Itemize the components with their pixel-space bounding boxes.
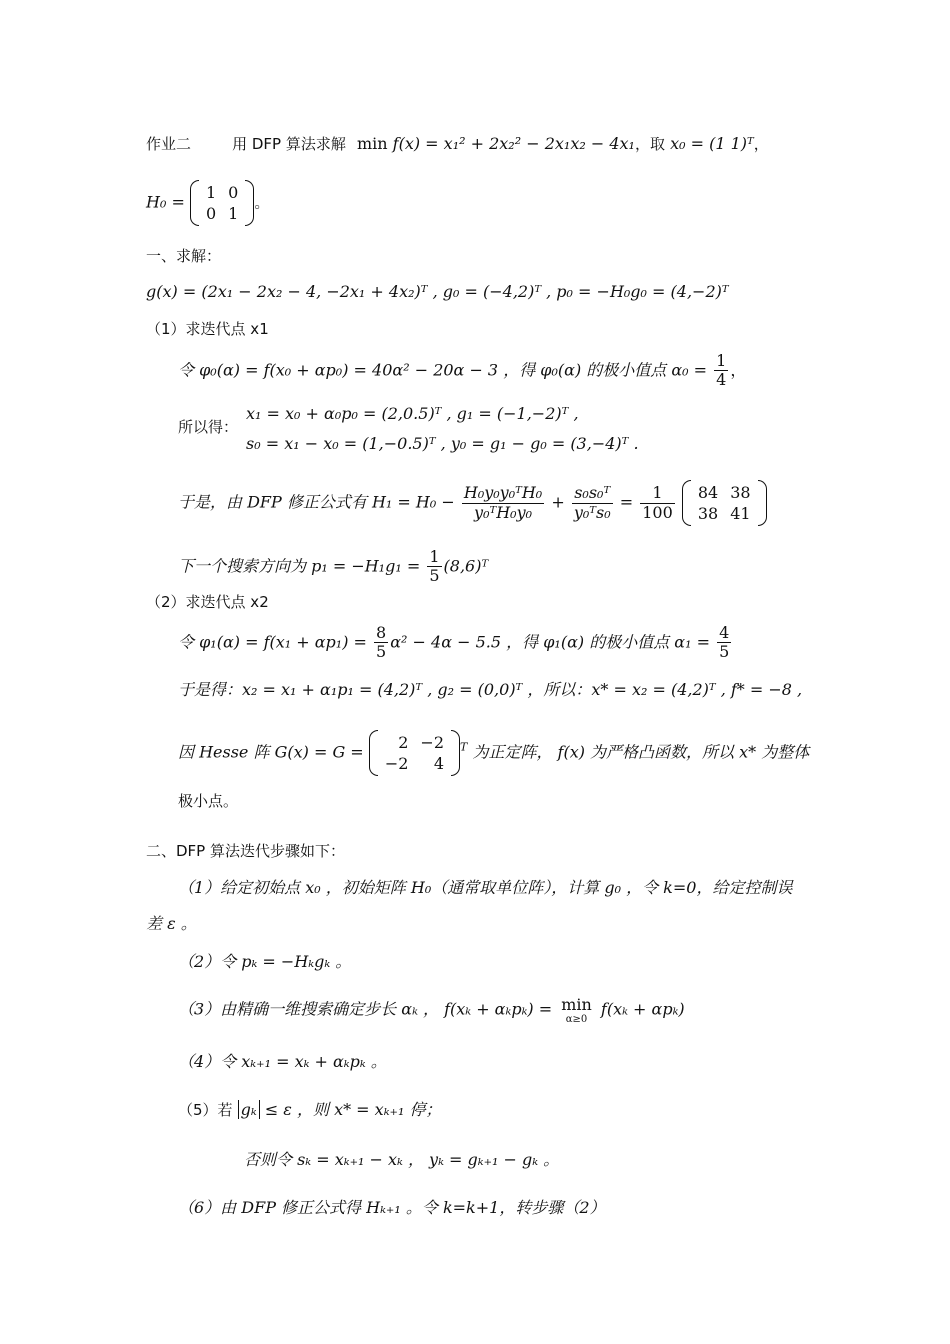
section-2-heading: 二、DFP 算法迭代步骤如下： xyxy=(146,842,345,860)
hesse-conclusion: 极小点。 xyxy=(178,792,239,810)
dfp-step-5: （5）若 gₖ ≤ ε ，则 x* = xₖ₊₁ 停； xyxy=(178,1100,442,1119)
s0-line: s₀ = x₁ − x₀ = (1,−0.5)ᵀ , y₀ = g₁ − g₀ = (3,−4)ᵀ . xyxy=(246,434,639,453)
dfp-step-3: （3）由精确一维搜索确定步长 αₖ ， f(xₖ + αₖpₖ) = min α≥0 f(xₖ + αpₖ) xyxy=(178,995,685,1026)
section-1-heading: 一、求解： xyxy=(146,247,222,265)
dfp-step-6: （6）由 DFP 修正公式得 Hₖ₊₁ 。令 k=k+1，转步骤（2） xyxy=(178,1198,606,1217)
alpha0-fraction: $\frac{1}{4}$ xyxy=(716,351,727,390)
x2-result-line: 于是得：x₂ = x₁ + α₁p₁ = (4,2)ᵀ , g₂ = (0,0)ᵀ ，所以：x* = x₂ = (4,2)ᵀ , f* = −8 , xyxy=(178,680,803,699)
h1-matrix: 84 38 38 41 xyxy=(682,482,767,524)
hesse-matrix: 2 −2 −2 4 xyxy=(369,732,460,774)
dfp-update-line: 于是，由 DFP 修正公式有 H₁ = H₀ − $\frac{\text{H₀y₀y₀ᵀH₀}}{\text{y₀ᵀH₀y₀}}$ + $\frac{\text{s₀s₀ᵀ}}{\text{y₀ᵀs₀}}$ = $\frac{1}{100}$ 84 38 38 41 xyxy=(178,482,950,524)
h0-matrix: 1 0 0 1 xyxy=(190,182,254,224)
hesse-line: 因 Hesse 阵 G(x) = G = 2 −2 −2 4 $^T$ 为正定阵， f(x) 为严格凸函数，所以 x* 为整体 xyxy=(178,732,950,774)
step2-title: （2）求迭代点 x2 xyxy=(146,593,269,611)
phi0-line: 令 φ₀(α) = f(x₀ + αp₀) = 40α² − 20α − 3 ，得 φ₀(α) 的极小值点 α₀ = $\frac{1}{4}$ ， xyxy=(178,351,747,390)
objective-function: f(x) = x₁² + 2x₂² − 2x₁x₂ − 4x₁ xyxy=(392,134,635,153)
dfp-step-1a: （1）给定初始点 x₀ ，初始矩阵 H₀（通常取单位阵），计算 g₀ ，令 k=0，给定控制误 xyxy=(178,878,793,897)
dfp-step-5-else: 否则令 sₖ = xₖ₊₁ − xₖ ， yₖ = gₖ₊₁ − gₖ 。 xyxy=(244,1150,560,1169)
initial-matrix: H₀ = 1 0 0 1 。 xyxy=(146,182,950,224)
phi1-line: 令 φ₁(α) = f(x₁ + αp₁) = $\frac{8}{5}$ α² − 4α − 5.5 ，得 φ₁(α) 的极小值点 α₁ = $\frac{4}{5}$ xyxy=(178,623,730,662)
dfp-step-4: （4）令 xₖ₊₁ = xₖ + αₖpₖ 。 xyxy=(178,1052,387,1071)
step1-title: （1）求迭代点 x1 xyxy=(146,320,269,338)
problem-statement: 作业二 用 DFP 算法求解 min f(x) = x₁² + 2x₂² − 2x₁x₂ − 4x₁，取 x₀ = (1 1)ᵀ， xyxy=(146,134,769,153)
initial-point: x₀ = (1 1)ᵀ xyxy=(670,134,754,153)
dfp-step-1b: 差 ε 。 xyxy=(146,914,197,933)
so-label: 所以得： xyxy=(178,418,239,436)
assignment-title: 作业二 xyxy=(146,135,192,153)
gradient-line: g(x) = (2x₁ − 2x₂ − 4, −2x₁ + 4x₂)ᵀ , g₀ = (−4,2)ᵀ , p₀ = −H₀g₀ = (4,−2)ᵀ xyxy=(146,282,729,301)
next-direction-line: 下一个搜索方向为 p₁ = −H₁g₁ = $\frac{1}{5}$ (8,6)ᵀ xyxy=(178,547,489,586)
dfp-step-2: （2）令 pₖ = −Hₖgₖ 。 xyxy=(178,952,352,971)
x1-line: x₁ = x₀ + α₀p₀ = (2,0.5)ᵀ , g₁ = (−1,−2)ᵀ , xyxy=(246,404,579,423)
